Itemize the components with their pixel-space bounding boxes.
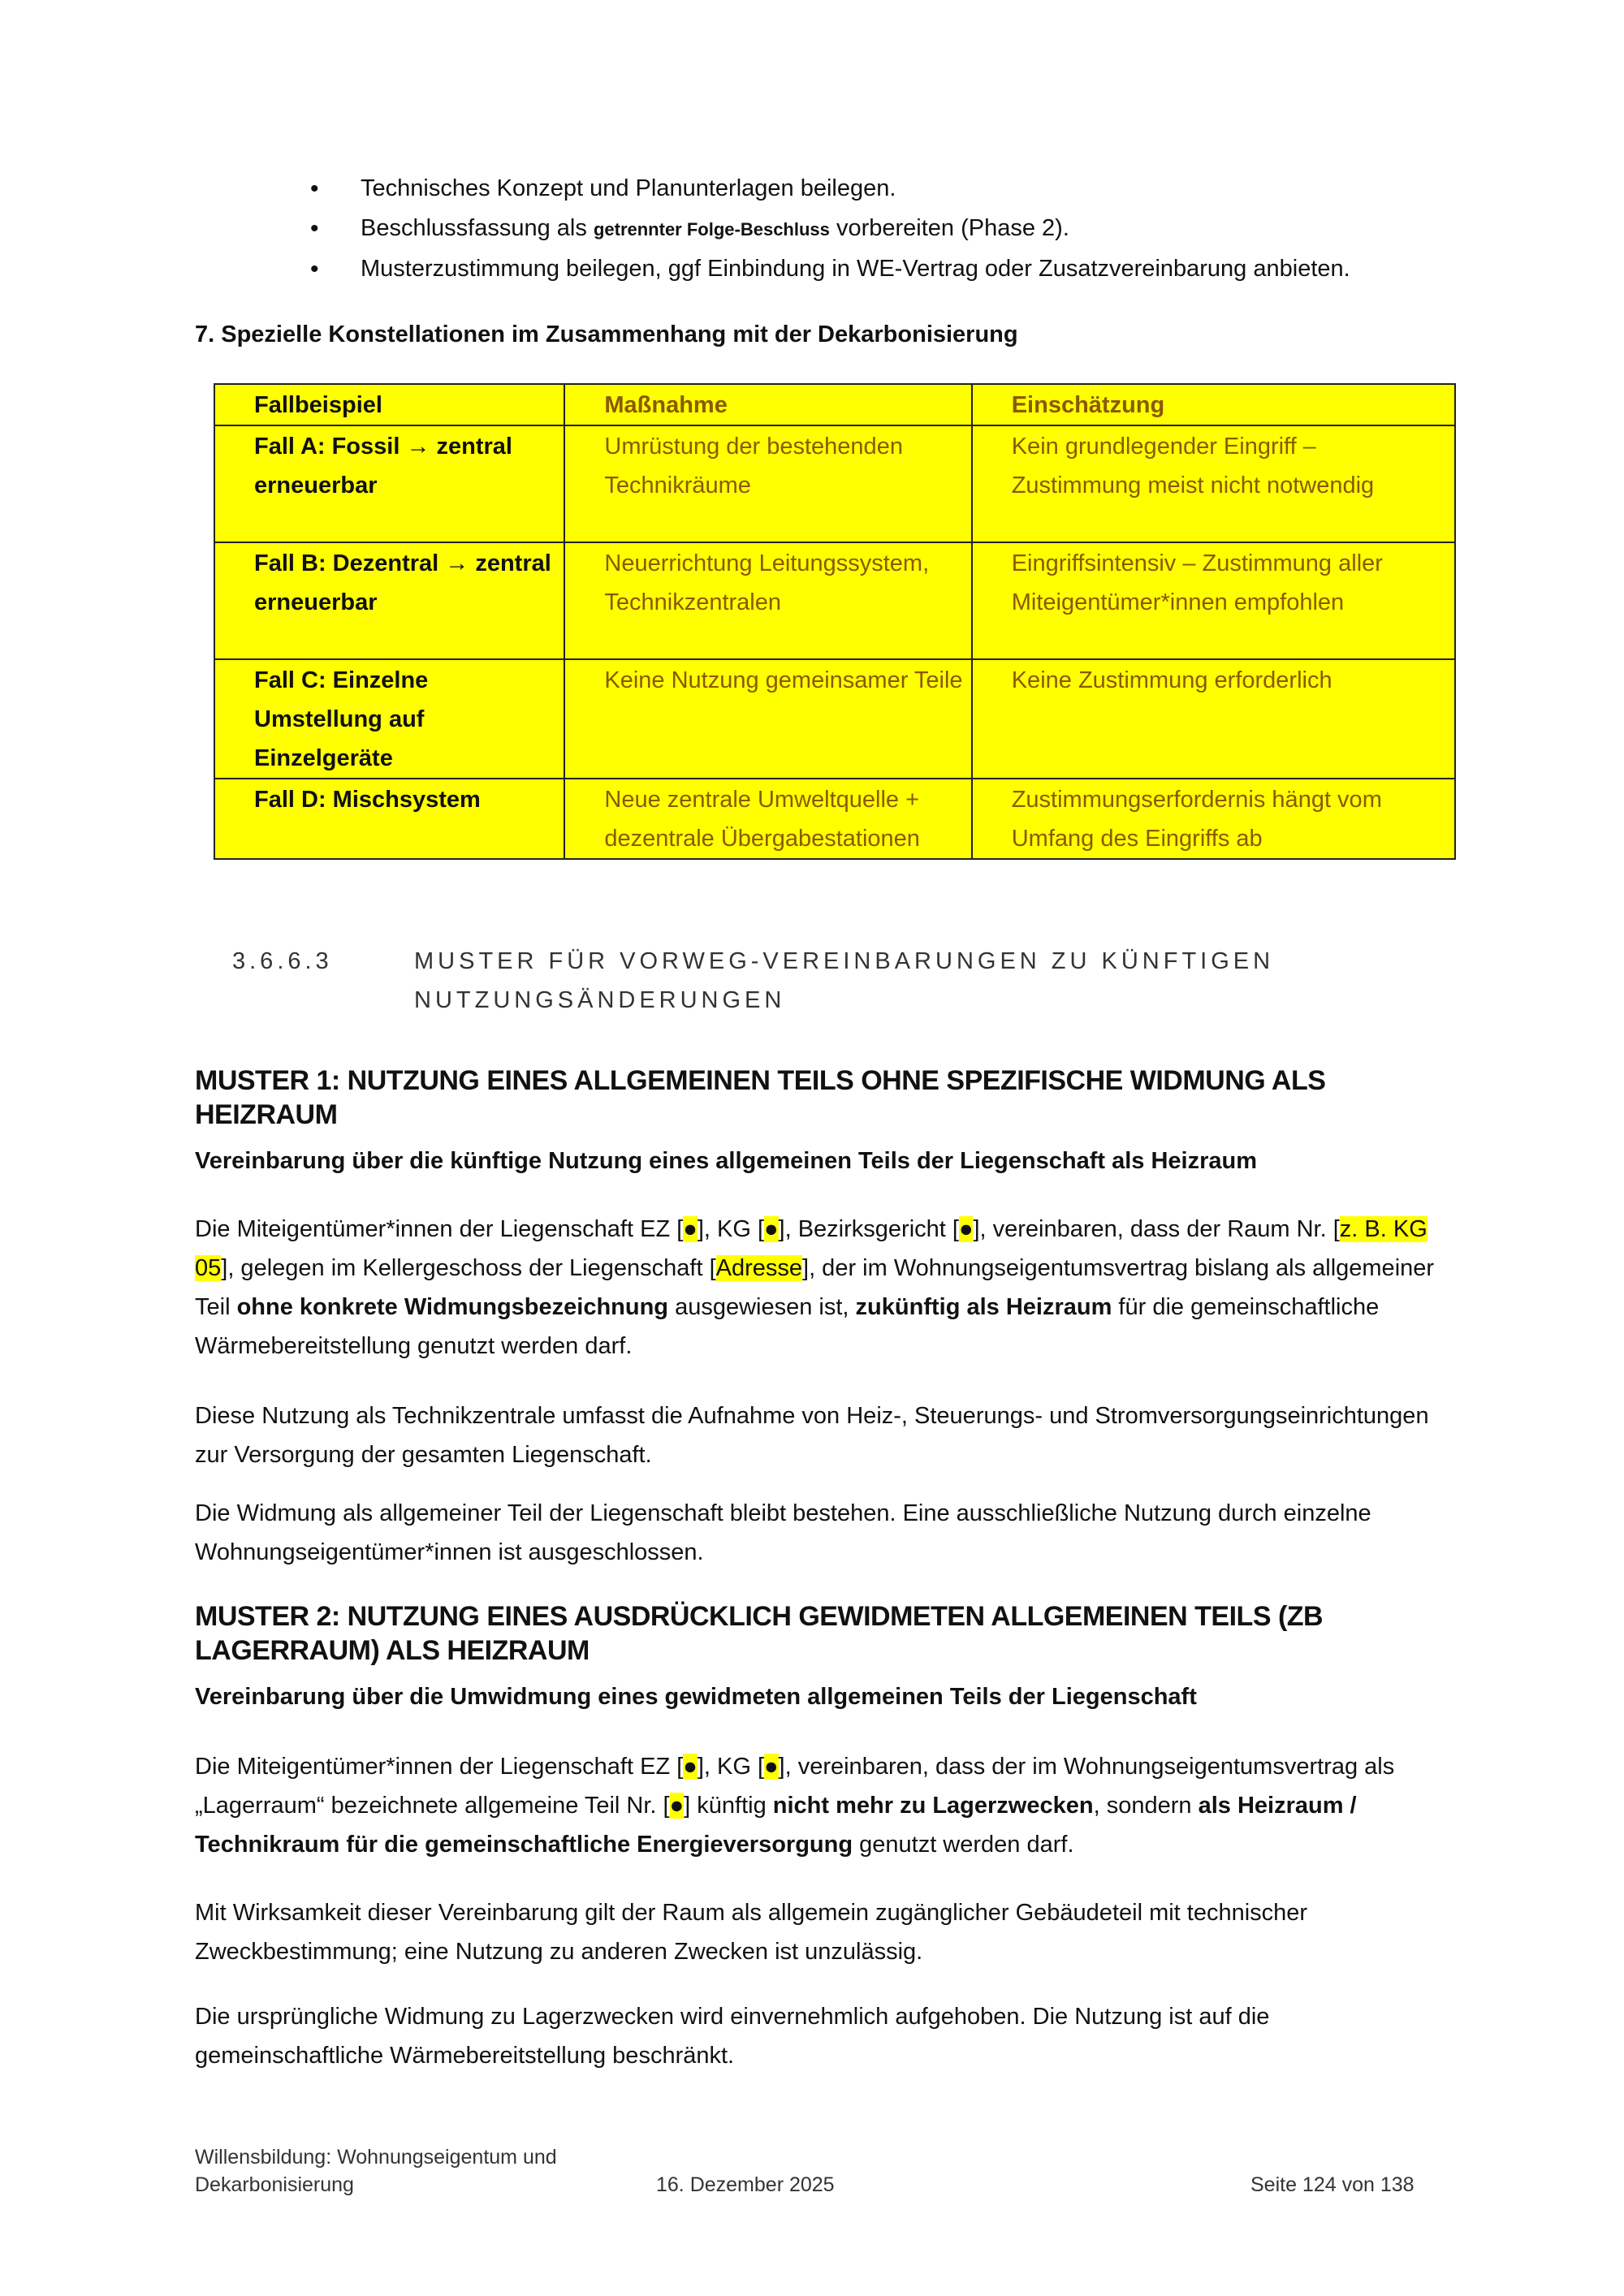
case-table — [214, 383, 1456, 860]
table-cell: Fall D: Mischsystem — [214, 779, 564, 859]
emphasis: ohne konkrete Widmungsbezeichnung — [236, 1294, 669, 1320]
bullet-text: Musterzustimmung beilegen, ggf Einbindung in WE-Vertrag oder Zusatzvereinbarung anbieten. — [361, 256, 1350, 282]
heading-number: 3.6.6.3 — [232, 948, 333, 974]
table-cell: Fall B: Dezentral → zentral erneuerbar — [214, 542, 564, 659]
bullet-emphasis: getrennter Folge-Beschluss — [593, 219, 830, 240]
placeholder-marker: ● — [764, 1216, 779, 1242]
text: ], Bezirksgericht [ — [778, 1216, 959, 1242]
muster1-paragraph-3: Die Widmung als allgemeiner Teil der Liegenschaft bleibt bestehen. Eine ausschließliche Nutzung durch einzelne Wohnungseigentümer*innen ist ausgeschlossen. — [195, 1500, 1371, 1565]
footer-title-line: Willensbildung: Wohnungseigentum und — [195, 2146, 557, 2169]
placeholder-marker: ● — [683, 1216, 698, 1242]
table-cell: Neuerrichtung Leitungssystem, Technikzentralen — [564, 542, 971, 659]
table-header-cell: Maßnahme — [564, 384, 971, 425]
text: genutzt werden darf. — [853, 1832, 1074, 1858]
muster1-paragraph-2: Diese Nutzung als Technikzentrale umfasst die Aufnahme von Heiz-, Steuerungs- und Stromversorgungseinrichtungen zur Versorgung der gesamten Liegenschaft. — [195, 1403, 1429, 1468]
footer-date: 16. Dezember 2025 — [656, 2173, 835, 2196]
text: ] künftig — [684, 1793, 773, 1819]
table-row — [214, 542, 1455, 659]
text: Die Miteigentümer*innen der Liegenschaft EZ [ — [195, 1216, 684, 1242]
muster2-paragraph-2: Mit Wirksamkeit dieser Vereinbarung gilt der Raum als allgemein zugänglicher Gebäudeteil mit technischer Zweckbestimmung; eine Nutzung zu anderen Zwecken ist unzulässig. — [195, 1900, 1308, 1965]
placeholder-marker: ● — [683, 1754, 698, 1780]
table-cell: Kein grundlegender Eingriff – Zustimmung meist nicht notwendig — [972, 425, 1455, 542]
table-header-row — [214, 384, 1455, 425]
bullet-item — [276, 249, 1543, 289]
bullet-text: vorbereiten (Phase 2). — [829, 215, 1069, 241]
muster2-title: MUSTER 2: NUTZUNG EINES AUSDRÜCKLICH GEWIDMETEN ALLGEMEINEN TEILS (ZB LAGERRAUM) ALS HEIZRAUM — [195, 1601, 1324, 1666]
table-cell: Fall C: Einzelne Umstellung auf Einzelgeräte — [214, 659, 564, 779]
muster2-paragraph-3: Die ursprüngliche Widmung zu Lagerzwecken wird einvernehmlich aufgehoben. Die Nutzung ist auf die gemeinschaftliche Wärmebereitstellung beschränkt. — [195, 2004, 1270, 2069]
placeholder-marker: ● — [958, 1216, 974, 1242]
table-header-cell: Einschätzung — [972, 384, 1455, 425]
heading-title: MUSTER FÜR VORWEG-VEREINBARUNGEN ZU KÜNFTIGEN NUTZUNGSÄNDERUNGEN — [414, 948, 1275, 1013]
muster2-paragraph-1 — [195, 1747, 1462, 1864]
text: ], vereinbaren, dass der Raum Nr. [ — [973, 1216, 1340, 1242]
emphasis: zukünftig als Heizraum — [855, 1294, 1112, 1320]
muster1-title: MUSTER 1: NUTZUNG EINES ALLGEMEINEN TEILS OHNE SPEZIFISCHE WIDMUNG ALS HEIZRAUM — [195, 1065, 1326, 1130]
table-cell: Fall A: Fossil → zentral erneuerbar — [214, 425, 564, 542]
text: ], KG [ — [697, 1754, 764, 1780]
text: ausgewiesen ist, — [668, 1294, 856, 1320]
table-row — [214, 659, 1455, 779]
text: für die gemeinschaftliche Wärmebereitstellung genutzt werden darf. — [195, 1294, 1380, 1359]
table-header-cell: Fallbeispiel — [214, 384, 564, 425]
text: Die Miteigentümer*innen der Liegenschaft EZ [ — [195, 1754, 684, 1780]
table-cell: Keine Zustimmung erforderlich — [972, 659, 1455, 779]
muster1-subtitle: Vereinbarung über die künftige Nutzung eines allgemeinen Teils der Liegenschaft als Heizraum — [195, 1148, 1257, 1174]
text: ], der im Wohnungseigentumsvertrag bislang als allgemeiner Teil — [195, 1255, 1435, 1320]
bullet-item — [276, 169, 1543, 209]
placeholder-address: Adresse — [715, 1255, 803, 1281]
emphasis: nicht mehr zu Lagerzwecken — [772, 1793, 1094, 1819]
placeholder-marker: ● — [764, 1754, 779, 1780]
footer-page-number: Seite 124 von 138 — [1250, 2173, 1415, 2196]
table-cell: Umrüstung der bestehenden Technikräume — [564, 425, 971, 542]
muster2-subtitle: Vereinbarung über die Umwidmung eines gewidmeten allgemeinen Teils der Liegenschaft — [195, 1684, 1197, 1710]
table-cell: Keine Nutzung gemeinsamer Teile — [564, 659, 971, 779]
section-heading: 7. Spezielle Konstellationen im Zusammenhang mit der Dekarbonisierung — [195, 322, 1018, 347]
text: ], KG [ — [697, 1216, 764, 1242]
table-row — [214, 425, 1455, 542]
placeholder-room: z. B. KG 05 — [195, 1216, 1427, 1281]
bullet-text: Beschlussfassung als — [361, 215, 594, 241]
footer-document-title — [195, 2143, 557, 2199]
text: ], gelegen im Kellergeschoss der Liegenschaft [ — [221, 1255, 716, 1281]
footer-title-line: Dekarbonisierung — [195, 2173, 354, 2196]
placeholder-marker: ● — [669, 1793, 685, 1819]
emphasis: als Heizraum / Technikraum für die gemeinschaftliche Energieversorgung — [195, 1793, 1357, 1858]
muster1-paragraph-1 — [195, 1210, 1462, 1366]
bullet-item — [276, 209, 1543, 249]
table-row — [214, 779, 1455, 859]
table-cell: Eingriffsintensiv – Zustimmung aller Miteigentümer*innen empfohlen — [972, 542, 1455, 659]
text: , sondern — [1093, 1793, 1199, 1819]
table-cell: Zustimmungserfordernis hängt vom Umfang des Eingriffs ab — [972, 779, 1455, 859]
table-cell: Neue zentrale Umweltquelle + dezentrale Übergabestationen — [564, 779, 971, 859]
text: ], vereinbaren, dass der im Wohnungseigentumsvertrag als „Lagerraum“ bezeichnete allgemeine Teil Nr. [ — [195, 1754, 1395, 1819]
bullet-text: Technisches Konzept und Planunterlagen beilegen. — [361, 175, 896, 201]
bullet-list — [276, 169, 1543, 289]
